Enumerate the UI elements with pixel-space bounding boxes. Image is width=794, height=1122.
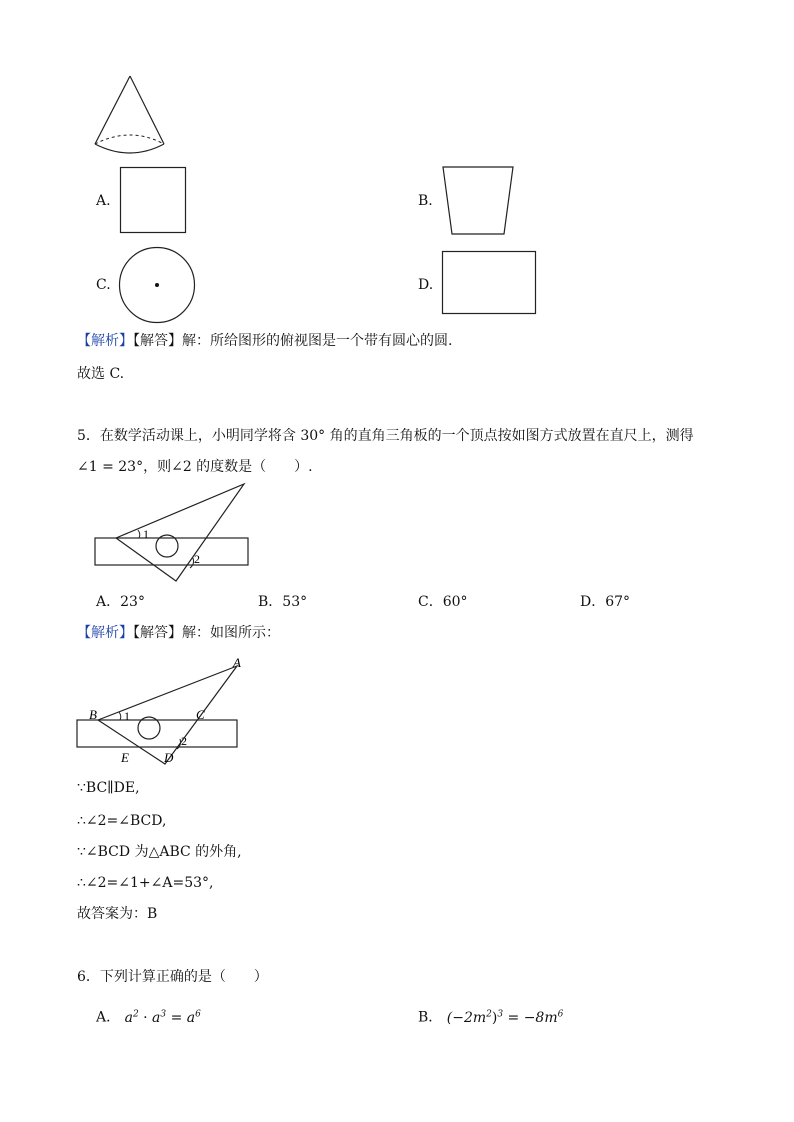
q6-option-b-expr [447,1010,564,1026]
q4-answer-text: 解：所给图形的俯视图是一个带有圆心的圆. [182,333,453,349]
q4-option-b-trapezoid [442,166,514,236]
q4-option-d-rectangle [442,251,536,315]
q5-option-b-label: B． [258,594,283,610]
q5-option-a [96,593,145,611]
solution-label-a: A [233,655,241,670]
q6-b-rhs: = −8m [503,1009,558,1026]
q4-option-d-label: D. [418,277,434,293]
solution-label-e: E [121,750,129,765]
q6-option-a-label: A． [96,1009,121,1026]
q5-option-d [580,593,630,611]
q6-b-lhs-exp: 2 [486,1009,492,1019]
answer-tag: 【解答】 [133,333,182,349]
q4-option-a-square [120,167,186,233]
q4-analysis-line [77,332,452,350]
q4-option-a-label: A. [96,193,111,209]
q5-analysis-line [77,624,280,642]
q5-solution-figure [74,654,254,766]
q5-stem-line1 [77,427,694,445]
solution-angle1: 1 [124,709,130,723]
q5-option-a-value: 23° [120,594,145,610]
q5-option-c-value: 60° [442,594,468,610]
q5-step-5: 故答案为：B [77,906,158,922]
q6-b-outer-exp: 3 [497,1009,504,1019]
q4-option-c-label: C. [96,277,111,293]
q5-option-c-label: C． [418,594,443,610]
q5-option-a-label: A． [96,594,121,610]
q6-stem [77,968,268,986]
cone-figure [90,74,170,164]
q5-step-3: ∵∠BCD 为△ABC 的外角, [77,844,242,860]
q5-figure-angle2: 2 [194,552,200,566]
q6-a-exp2: 3 [160,1009,167,1019]
q6-option-a-expr [125,1010,201,1026]
solution-label-b: B [89,707,97,722]
q5-option-c [418,593,468,611]
q5-option-d-label: D． [580,594,606,610]
solution-label-c: C [196,707,205,722]
q5-number: 5． [77,428,100,444]
q6-b-rparen: ) [491,1009,498,1026]
q5-step-1: ∵BC∥DE, [77,780,140,796]
q4-conclusion: 故选 C. [77,366,125,382]
q6-option-b [418,1005,563,1027]
q5-figure-angle1: 1 [143,527,149,541]
q6-a-base3: a [186,1009,196,1026]
q4-option-b-label: B. [418,193,433,209]
q6-stem-text: 下列计算正确的是（ ） [99,969,268,985]
q5-figure [92,480,252,586]
q6-b-rhs-exp: 6 [557,1009,564,1019]
q6-a-exp1: 2 [132,1009,139,1019]
q6-a-base1: a [124,1009,133,1026]
q5-stem-line2: ∠1 = 23°，则∠2 的度数是（ ）. [77,459,313,475]
q5-answer-intro: 解：如图所示： [182,625,280,641]
analysis-tag: 【解析】 [77,625,133,641]
q4-option-c-circle [118,246,196,324]
q5-option-d-value: 67° [605,594,631,610]
q6-option-a [96,1005,201,1027]
analysis-tag: 【解析】 [77,333,133,349]
q6-option-b-label: B． [418,1009,443,1026]
q6-a-dot: · [138,1009,153,1026]
q6-a-eq: = [166,1009,187,1026]
answer-tag: 【解答】 [133,625,182,641]
q5-step-2: ∴∠2=∠BCD, [77,813,167,829]
q6-number: 6． [77,969,100,985]
solution-angle2: 2 [181,734,187,748]
q5-option-b-value: 53° [282,594,308,610]
q6-a-exp3: 6 [195,1009,201,1019]
solution-label-d: D [164,750,174,765]
q5-stem-text: 在数学活动课上，小明同学将含 30° 角的直角三角板的一个顶点按如图方式放置在直尺上，测得 [99,428,694,444]
q5-step-4: ∴∠2=∠1+∠A=53°, [77,875,214,891]
q6-a-base2: a [152,1009,161,1026]
q5-option-b [258,593,307,611]
q6-b-lhs: (−2m [446,1009,487,1026]
